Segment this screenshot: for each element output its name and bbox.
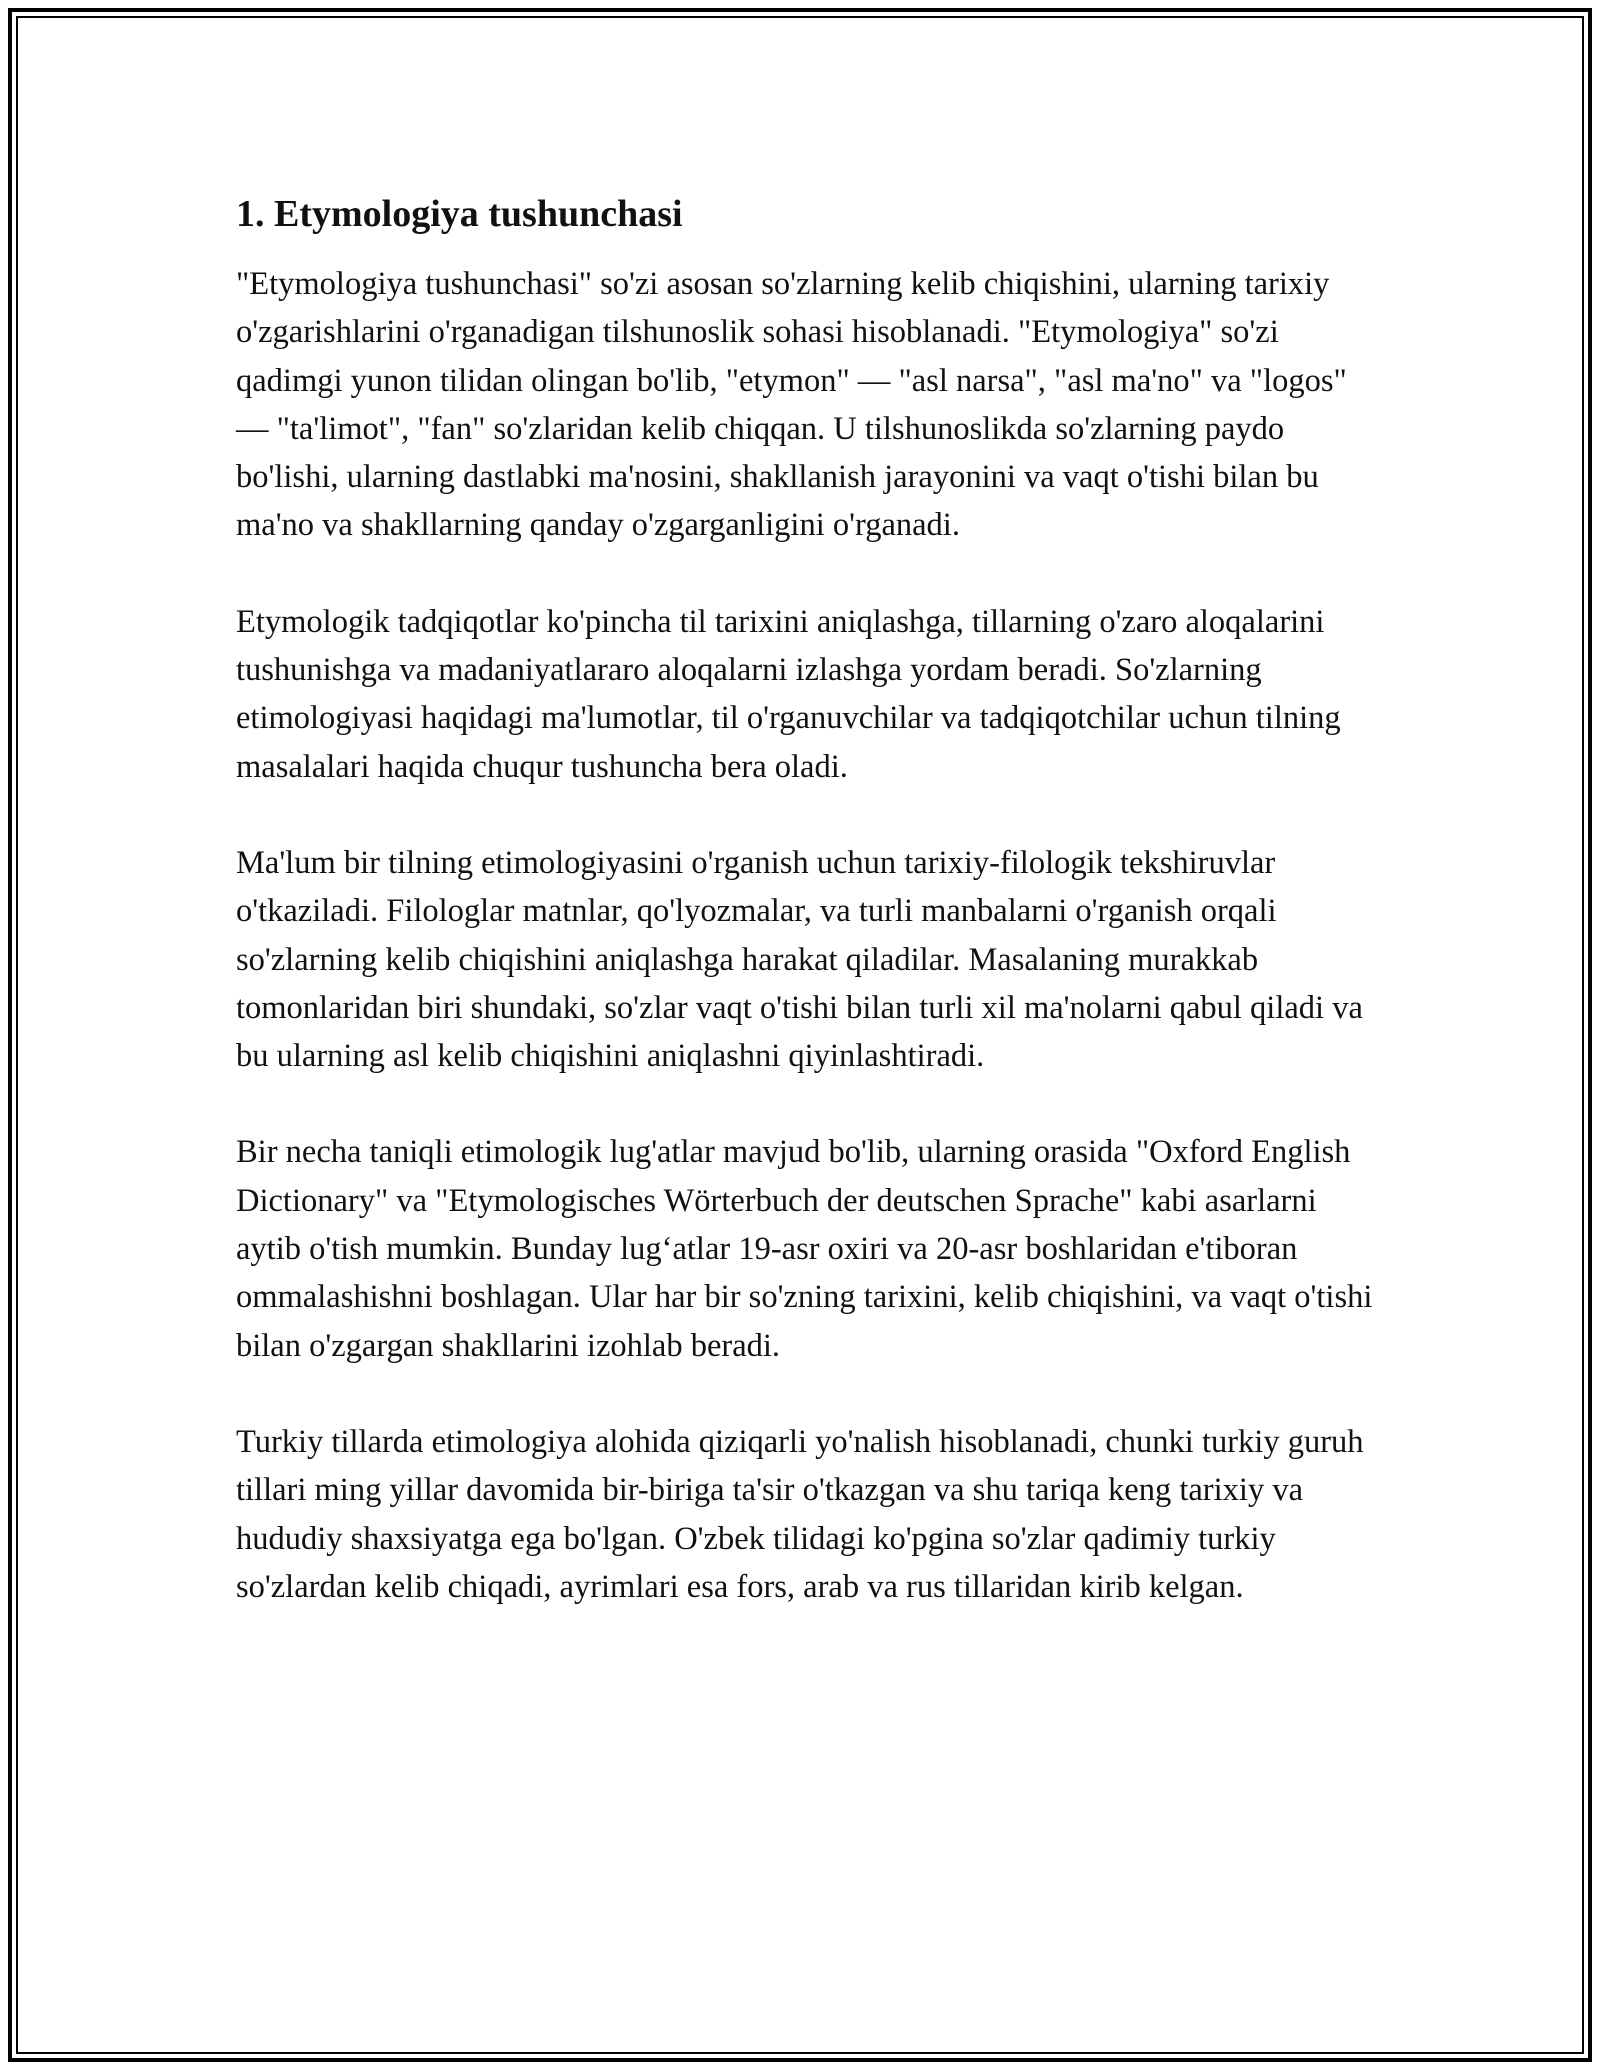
paragraph-1: "Etymologiya tushunchasi" so'zi asosan so'zlarning kelib chiqishini, ularning tarixiy o'zgarishlarini o'rganadigan tilshunoslik sohasi hisoblanadi. "Etymologiya" so'zi qadimgi yunon tilidan olingan bo'lib, "etymon" — "asl narsa", "asl ma'no" va "logos" — "ta'limot", "fan" so'zlaridan kelib chiqqan. U tilshunoslikda so'zlarning paydo bo'lishi, ularning dastlabki ma'nosini, shakllanish jarayonini va vaqt o'tishi bilan bu ma'no va shakllarning qanday o'zgarganligini o'rganadi. [236,266,1347,544]
paragraph-5: Turkiy tillarda etimologiya alohida qiziqarli yo'nalish hisoblanadi, chunki turkiy guruh tillari ming yillar davomida bir-biriga ta'sir o'tkazgan va shu tariqa keng tarixiy va hududiy shaxsiyatga ega bo'lgan. O'zbek tilidagi ko'pgina so'zlar qadimiy turkiy so'zlardan kelib chiqadi, ayrimlari esa fors, arab va rus tillaridan kirib kelgan. [236,1423,1364,1605]
paragraph-4: Bir necha taniqli etimologik lug'atlar mavjud bo'lib, ularning orasida "Oxford English Dictionary" va "Etymologisches Wörterbuch der deutschen Sprache" kabi asarlarni aytib o'tish mumkin. Bunday lug‘atlar 19-asr oxiri va 20-asr boshlaridan e'tiboran ommalashishni boshlagan. Ular har bir so'zning tarixini, kelib chiqishini, va vaqt o'tishi bilan o'zgargan shakllarini izohlab beradi. [236,1134,1373,1364]
paragraph-3: Ma'lum bir tilning etimologiyasini o'rganish uchun tarixiy-filologik tekshiruvlar o'tkaziladi. Filologlar matnlar, qo'lyozmalar, va turli manbalarni o'rganish orqali so'zlarning kelib chiqishini aniqlashga harakat qiladilar. Masalaning murakkab tomonlaridan biri shundaki, so'zlar vaqt o'tishi bilan turli xil ma'nolarni qabul qiladi va bu ularning asl kelib chiqishini aniqlashni qiyinlashtiradi. [236,844,1363,1075]
document-body [236,190,1376,1659]
section-heading: 1. Etymologiya tushunchasi [236,193,683,235]
paragraph-2: Etymologik tadqiqotlar ko'pincha til tarixini aniqlashga, tillarning o'zaro aloqalarini tushunishga va madaniyatlararo aloqalarni izlashga yordam beradi. So'zlarning etimologiyasi haqidagi ma'lumotlar, til o'rganuvchilar va tadqiqotchilar uchun tilning masalalari haqida chuqur tushuncha bera oladi. [236,603,1341,785]
